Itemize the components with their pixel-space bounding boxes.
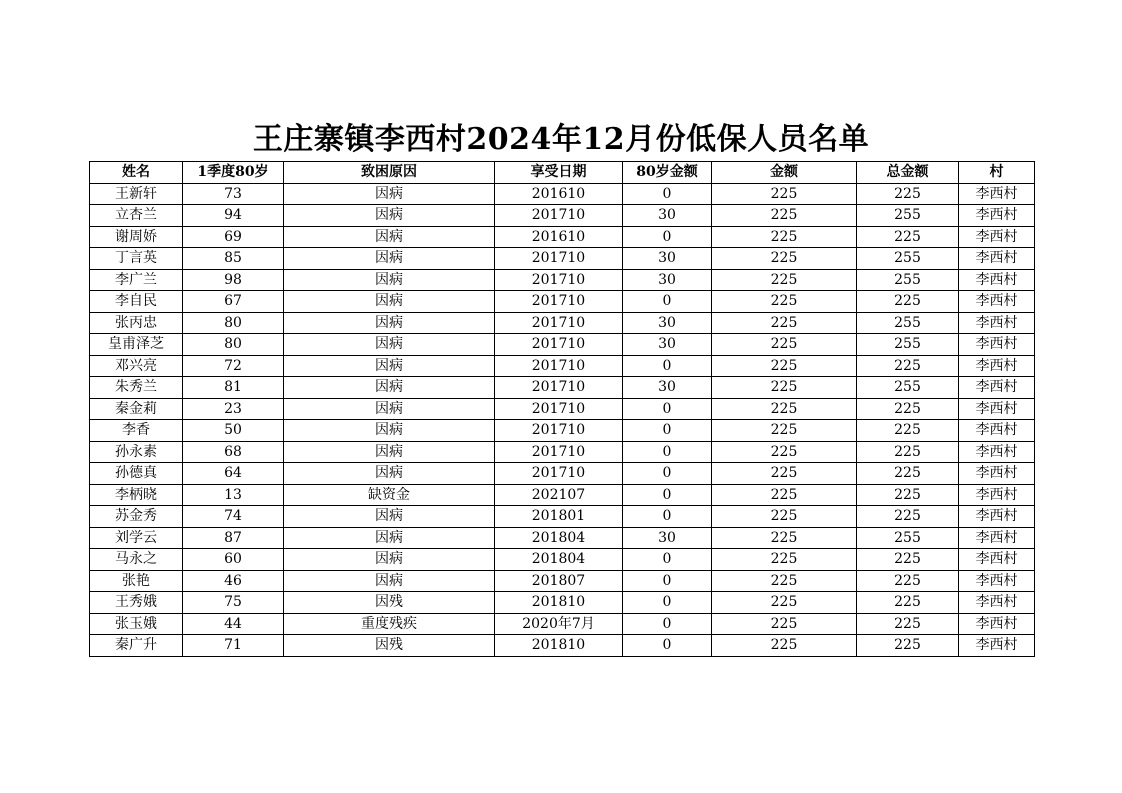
table-row [90,549,1035,571]
cell-age: 81 [183,377,284,399]
cell-bonus: 30 [623,334,712,356]
cell-reason: 因病 [284,441,495,463]
cell-bonus: 30 [623,527,712,549]
cell-date: 201710 [495,291,623,313]
cell-total: 225 [857,506,959,528]
header-bonus: 80岁金额 [623,162,712,184]
cell-total: 225 [857,484,959,506]
cell-date: 201710 [495,334,623,356]
cell-bonus: 0 [623,592,712,614]
cell-bonus: 0 [623,291,712,313]
cell-village: 李西村 [959,269,1035,291]
cell-reason: 因病 [284,226,495,248]
cell-date: 201810 [495,592,623,614]
cell-village: 李西村 [959,312,1035,334]
table-header-row [90,162,1035,184]
cell-date: 2020年7月 [495,613,623,635]
cell-name: 邓兴亮 [90,355,183,377]
cell-date: 201710 [495,355,623,377]
table-row [90,291,1035,313]
cell-total: 225 [857,398,959,420]
cell-total: 225 [857,291,959,313]
cell-date: 201710 [495,441,623,463]
cell-bonus: 0 [623,398,712,420]
header-total: 总金额 [857,162,959,184]
cell-name: 谢周娇 [90,226,183,248]
cell-name: 李自民 [90,291,183,313]
cell-total: 225 [857,355,959,377]
table-row [90,506,1035,528]
cell-name: 苏金秀 [90,506,183,528]
cell-total: 225 [857,592,959,614]
cell-reason: 因病 [284,570,495,592]
cell-name: 皇甫泽芝 [90,334,183,356]
cell-village: 李西村 [959,441,1035,463]
cell-date: 201710 [495,248,623,270]
subsidy-roster-table [89,161,1035,657]
cell-reason: 因病 [284,549,495,571]
cell-amount: 225 [712,484,857,506]
cell-village: 李西村 [959,420,1035,442]
cell-amount: 225 [712,291,857,313]
table-row [90,205,1035,227]
cell-name: 张玉娥 [90,613,183,635]
cell-date: 201801 [495,506,623,528]
cell-amount: 225 [712,377,857,399]
cell-village: 李西村 [959,398,1035,420]
cell-reason: 因病 [284,248,495,270]
cell-age: 94 [183,205,284,227]
cell-village: 李西村 [959,463,1035,485]
cell-amount: 225 [712,527,857,549]
cell-village: 李西村 [959,205,1035,227]
cell-amount: 225 [712,463,857,485]
cell-village: 李西村 [959,592,1035,614]
cell-village: 李西村 [959,570,1035,592]
cell-age: 71 [183,635,284,657]
cell-village: 李西村 [959,334,1035,356]
cell-total: 225 [857,420,959,442]
cell-reason: 因残 [284,635,495,657]
cell-amount: 225 [712,334,857,356]
table-row [90,377,1035,399]
cell-name: 张丙忠 [90,312,183,334]
cell-total: 255 [857,334,959,356]
cell-name: 刘学云 [90,527,183,549]
cell-age: 87 [183,527,284,549]
cell-amount: 225 [712,355,857,377]
cell-name: 王秀娥 [90,592,183,614]
cell-village: 李西村 [959,226,1035,248]
cell-bonus: 0 [623,226,712,248]
table-row [90,312,1035,334]
cell-name: 立杏兰 [90,205,183,227]
header-village: 村 [959,162,1035,184]
cell-reason: 因病 [284,463,495,485]
cell-date: 201810 [495,635,623,657]
table-row [90,570,1035,592]
cell-name: 秦广升 [90,635,183,657]
table-row [90,355,1035,377]
table-row [90,398,1035,420]
cell-amount: 225 [712,226,857,248]
cell-bonus: 0 [623,484,712,506]
cell-age: 13 [183,484,284,506]
cell-village: 李西村 [959,377,1035,399]
table-row [90,613,1035,635]
cell-amount: 225 [712,613,857,635]
table-row [90,183,1035,205]
cell-name: 张艳 [90,570,183,592]
cell-total: 225 [857,635,959,657]
cell-amount: 225 [712,312,857,334]
cell-bonus: 0 [623,463,712,485]
cell-age: 44 [183,613,284,635]
cell-bonus: 30 [623,205,712,227]
cell-reason: 因残 [284,592,495,614]
cell-reason: 因病 [284,183,495,205]
table-row [90,269,1035,291]
cell-date: 201710 [495,463,623,485]
cell-reason: 因病 [284,398,495,420]
cell-age: 72 [183,355,284,377]
cell-total: 225 [857,441,959,463]
cell-village: 李西村 [959,291,1035,313]
cell-total: 225 [857,549,959,571]
cell-age: 69 [183,226,284,248]
cell-age: 68 [183,441,284,463]
cell-amount: 225 [712,506,857,528]
cell-amount: 225 [712,441,857,463]
cell-reason: 因病 [284,205,495,227]
cell-name: 王新轩 [90,183,183,205]
cell-total: 255 [857,377,959,399]
cell-date: 201710 [495,398,623,420]
cell-village: 李西村 [959,613,1035,635]
cell-date: 201710 [495,205,623,227]
cell-date: 202107 [495,484,623,506]
header-amount: 金额 [712,162,857,184]
cell-name: 孙永素 [90,441,183,463]
cell-date: 201804 [495,527,623,549]
table-row [90,484,1035,506]
cell-reason: 因病 [284,269,495,291]
cell-village: 李西村 [959,635,1035,657]
header-age: 1季度80岁 [183,162,284,184]
cell-age: 46 [183,570,284,592]
cell-age: 80 [183,312,284,334]
table-row [90,592,1035,614]
cell-total: 225 [857,463,959,485]
cell-total: 225 [857,570,959,592]
cell-reason: 重度残疾 [284,613,495,635]
table-row [90,441,1035,463]
cell-reason: 缺资金 [284,484,495,506]
cell-amount: 225 [712,269,857,291]
cell-amount: 225 [712,183,857,205]
cell-date: 201710 [495,377,623,399]
cell-reason: 因病 [284,291,495,313]
cell-bonus: 0 [623,549,712,571]
cell-reason: 因病 [284,506,495,528]
cell-date: 201610 [495,226,623,248]
cell-total: 225 [857,613,959,635]
cell-amount: 225 [712,592,857,614]
cell-reason: 因病 [284,377,495,399]
cell-amount: 225 [712,570,857,592]
header-name: 姓名 [90,162,183,184]
cell-age: 23 [183,398,284,420]
cell-name: 秦金莉 [90,398,183,420]
cell-bonus: 0 [623,420,712,442]
cell-age: 98 [183,269,284,291]
cell-date: 201804 [495,549,623,571]
cell-bonus: 30 [623,377,712,399]
cell-village: 李西村 [959,355,1035,377]
cell-reason: 因病 [284,527,495,549]
cell-bonus: 0 [623,613,712,635]
cell-age: 80 [183,334,284,356]
cell-date: 201807 [495,570,623,592]
cell-village: 李西村 [959,484,1035,506]
cell-bonus: 0 [623,635,712,657]
cell-total: 225 [857,183,959,205]
cell-total: 255 [857,248,959,270]
cell-age: 50 [183,420,284,442]
cell-total: 255 [857,312,959,334]
cell-age: 85 [183,248,284,270]
table-row [90,334,1035,356]
cell-age: 75 [183,592,284,614]
cell-name: 李香 [90,420,183,442]
cell-bonus: 0 [623,570,712,592]
cell-date: 201610 [495,183,623,205]
cell-bonus: 0 [623,355,712,377]
cell-reason: 因病 [284,334,495,356]
cell-name: 孙德真 [90,463,183,485]
cell-name: 马永之 [90,549,183,571]
cell-village: 李西村 [959,506,1035,528]
cell-age: 74 [183,506,284,528]
cell-total: 225 [857,226,959,248]
table-row [90,527,1035,549]
table-row [90,463,1035,485]
cell-name: 李柄晓 [90,484,183,506]
cell-age: 67 [183,291,284,313]
header-date: 享受日期 [495,162,623,184]
cell-amount: 225 [712,398,857,420]
cell-age: 73 [183,183,284,205]
cell-total: 255 [857,205,959,227]
cell-village: 李西村 [959,183,1035,205]
cell-village: 李西村 [959,549,1035,571]
cell-amount: 225 [712,248,857,270]
cell-bonus: 30 [623,269,712,291]
cell-amount: 225 [712,549,857,571]
header-reason: 致困原因 [284,162,495,184]
table-row [90,226,1035,248]
cell-village: 李西村 [959,248,1035,270]
cell-amount: 225 [712,420,857,442]
cell-name: 丁言英 [90,248,183,270]
cell-total: 255 [857,527,959,549]
cell-name: 李广兰 [90,269,183,291]
cell-date: 201710 [495,269,623,291]
cell-amount: 225 [712,205,857,227]
table-row [90,635,1035,657]
table-row [90,420,1035,442]
cell-reason: 因病 [284,420,495,442]
cell-age: 64 [183,463,284,485]
cell-date: 201710 [495,312,623,334]
cell-bonus: 0 [623,441,712,463]
cell-total: 255 [857,269,959,291]
cell-reason: 因病 [284,312,495,334]
cell-bonus: 0 [623,183,712,205]
table-body [90,183,1035,656]
cell-name: 朱秀兰 [90,377,183,399]
cell-village: 李西村 [959,527,1035,549]
cell-date: 201710 [495,420,623,442]
cell-bonus: 30 [623,312,712,334]
cell-bonus: 0 [623,506,712,528]
cell-bonus: 30 [623,248,712,270]
table-row [90,248,1035,270]
cell-amount: 225 [712,635,857,657]
cell-reason: 因病 [284,355,495,377]
cell-age: 60 [183,549,284,571]
page-title: 王庄寨镇李西村2024年12月份低保人员名单 [252,122,870,157]
